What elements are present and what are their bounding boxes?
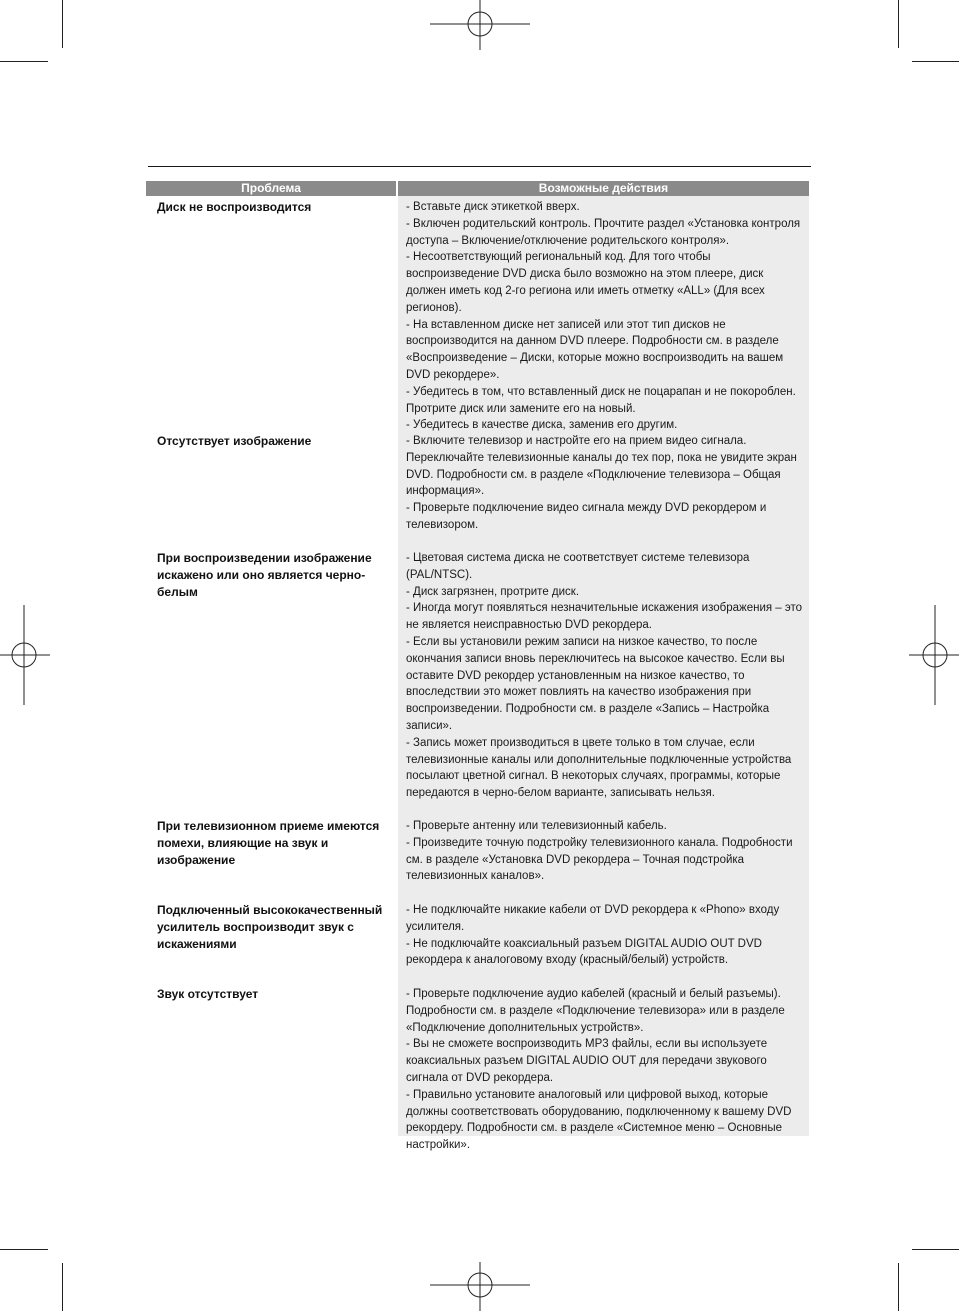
registration-mark-icon — [0, 605, 50, 705]
action-item: - Цветовая система диска не соответствует системе телевизора (PAL/NTSC). — [406, 552, 750, 581]
action-item: - Если вы установили режим записи на низкое качество, то после окончания записи вновь переключитесь на высокое качество. Если вы оставите DVD рекордер установленным на низкое качество, то впоследствии это может повлиять на качество изображения при воспроизведении. Подробности см. в разделе «Запись – Настройка записи». — [406, 635, 785, 732]
header-actions: Возможные действия — [398, 181, 809, 196]
actions-cell — [406, 818, 804, 885]
actions-cell — [406, 550, 804, 802]
crop-mark — [62, 0, 63, 48]
crop-mark — [898, 0, 899, 48]
action-item: - Не подключайте коаксиальный разъем DIGITAL AUDIO OUT DVD рекордера к аналоговому входу (красный/белый) устройств. — [406, 937, 762, 967]
problem-cell: Отсутствует изображение — [157, 434, 312, 448]
action-item: - Проверьте антенну или телевизионный кабель. — [406, 820, 667, 832]
problem-cell: При воспроизведении изображение искажено или оно является черно-белым — [157, 551, 372, 599]
crop-mark — [912, 61, 959, 62]
action-item: - Диск загрязнен, протрите диск. — [406, 585, 580, 598]
problem-cell: Диск не воспроизводится — [157, 200, 312, 214]
header-problem: Проблема — [146, 181, 396, 196]
problem-cell: При телевизионном приеме имеются помехи, влияющие на звук и изображение — [157, 819, 380, 867]
action-item: - Проверьте подключение видео сигнала между DVD рекордером и телевизором. — [406, 502, 767, 531]
action-item: - Произведите точную подстройку телевизионного канала. Подробности см. в разделе «Установка DVD рекордера – Точная подстройка телевизионных каналов». — [406, 836, 793, 883]
problem-cell: Звук отсутствует — [157, 987, 259, 1001]
action-item: - На вставленном диске нет записей или этот тип дисков не воспроизводится на данном DVD плеере. Подробности см. в разделе «Воспроизведение – Диски, которые можно воспроизводить на вашем DVD рекордере». — [406, 318, 784, 381]
action-item: - Запись может производиться в цвете только в том случае, если телевизионные каналы или дополнительные подключенные устройства посылают цветной сигнал. В некоторых случаях, программы, которые передаются в черно-белом варианте, записывать нельзя. — [406, 736, 792, 800]
actions-cell — [406, 902, 804, 969]
action-item: - Включите телевизор и настройте его на прием видео сигнала. Переключайте телевизионные каналы до тех пор, пока не увидите экран DVD. Подробности см. в разделе «Подключение телевизора – Общая информация». — [406, 435, 797, 498]
action-item: - Не подключайте никакие кабели от DVD рекордера к «Phono» входу усилителя. — [406, 904, 780, 933]
action-item: - Убедитесь в том, что вставленный диск не поцарапан и не покороблен. Протрите диск или замените его на новый. — [406, 385, 796, 415]
action-item: - Правильно установите аналоговый или цифровой выход, которые должны соответствовать оборудованию, подключенному к вашему DVD рекордеру. Подробности см. в разделе «Системное меню – Основные настройки». — [406, 1088, 792, 1152]
actions-cell — [406, 433, 804, 534]
crop-mark — [912, 1249, 959, 1250]
registration-mark-icon — [909, 605, 959, 705]
action-item: - Несоответствующий региональный код. Для того чтобы воспроизведение DVD диска было возможно на этом плеере, диск должен иметь код 2-го региона или иметь отметку «ALL» (Для всех регионов). — [406, 251, 765, 314]
registration-mark-icon — [430, 0, 530, 50]
problem-cell: Подключенный высококачественный усилитель воспроизводит звук с искажениями — [157, 903, 383, 951]
action-item: - Иногда могут появляться незначительные искажения изображения – это не является неисправностью DVD рекордера. — [406, 602, 803, 632]
crop-mark — [62, 1263, 63, 1311]
actions-cell — [406, 199, 804, 434]
crop-mark — [898, 1263, 899, 1311]
crop-mark — [0, 61, 48, 62]
action-item: - Вы не сможете воспроизводить MP3 файлы, если вы используете коаксиальных разъем DIGITAL AUDIO OUT для передачи звукового сигнала от DVD рекордера. — [406, 1038, 768, 1084]
action-item: - Проверьте подключение аудио кабелей (красный и белый разъемы). Подробности см. в разделе «Подключение телевизора» или в разделе «Подключение дополнительных устройств». — [406, 988, 785, 1034]
action-item: - Включен родительский контроль. Прочтите раздел «Установка контроля доступа – Включение/отключение родительского контроля». — [406, 217, 801, 247]
top-rule — [148, 166, 811, 167]
crop-mark — [0, 1249, 48, 1250]
action-item: - Убедитесь в качестве диска, заменив его другим. — [406, 419, 678, 432]
action-item: - Вставьте диск этикеткой вверх. — [406, 201, 580, 213]
registration-mark-icon — [430, 1262, 530, 1311]
actions-cell — [406, 986, 804, 1154]
